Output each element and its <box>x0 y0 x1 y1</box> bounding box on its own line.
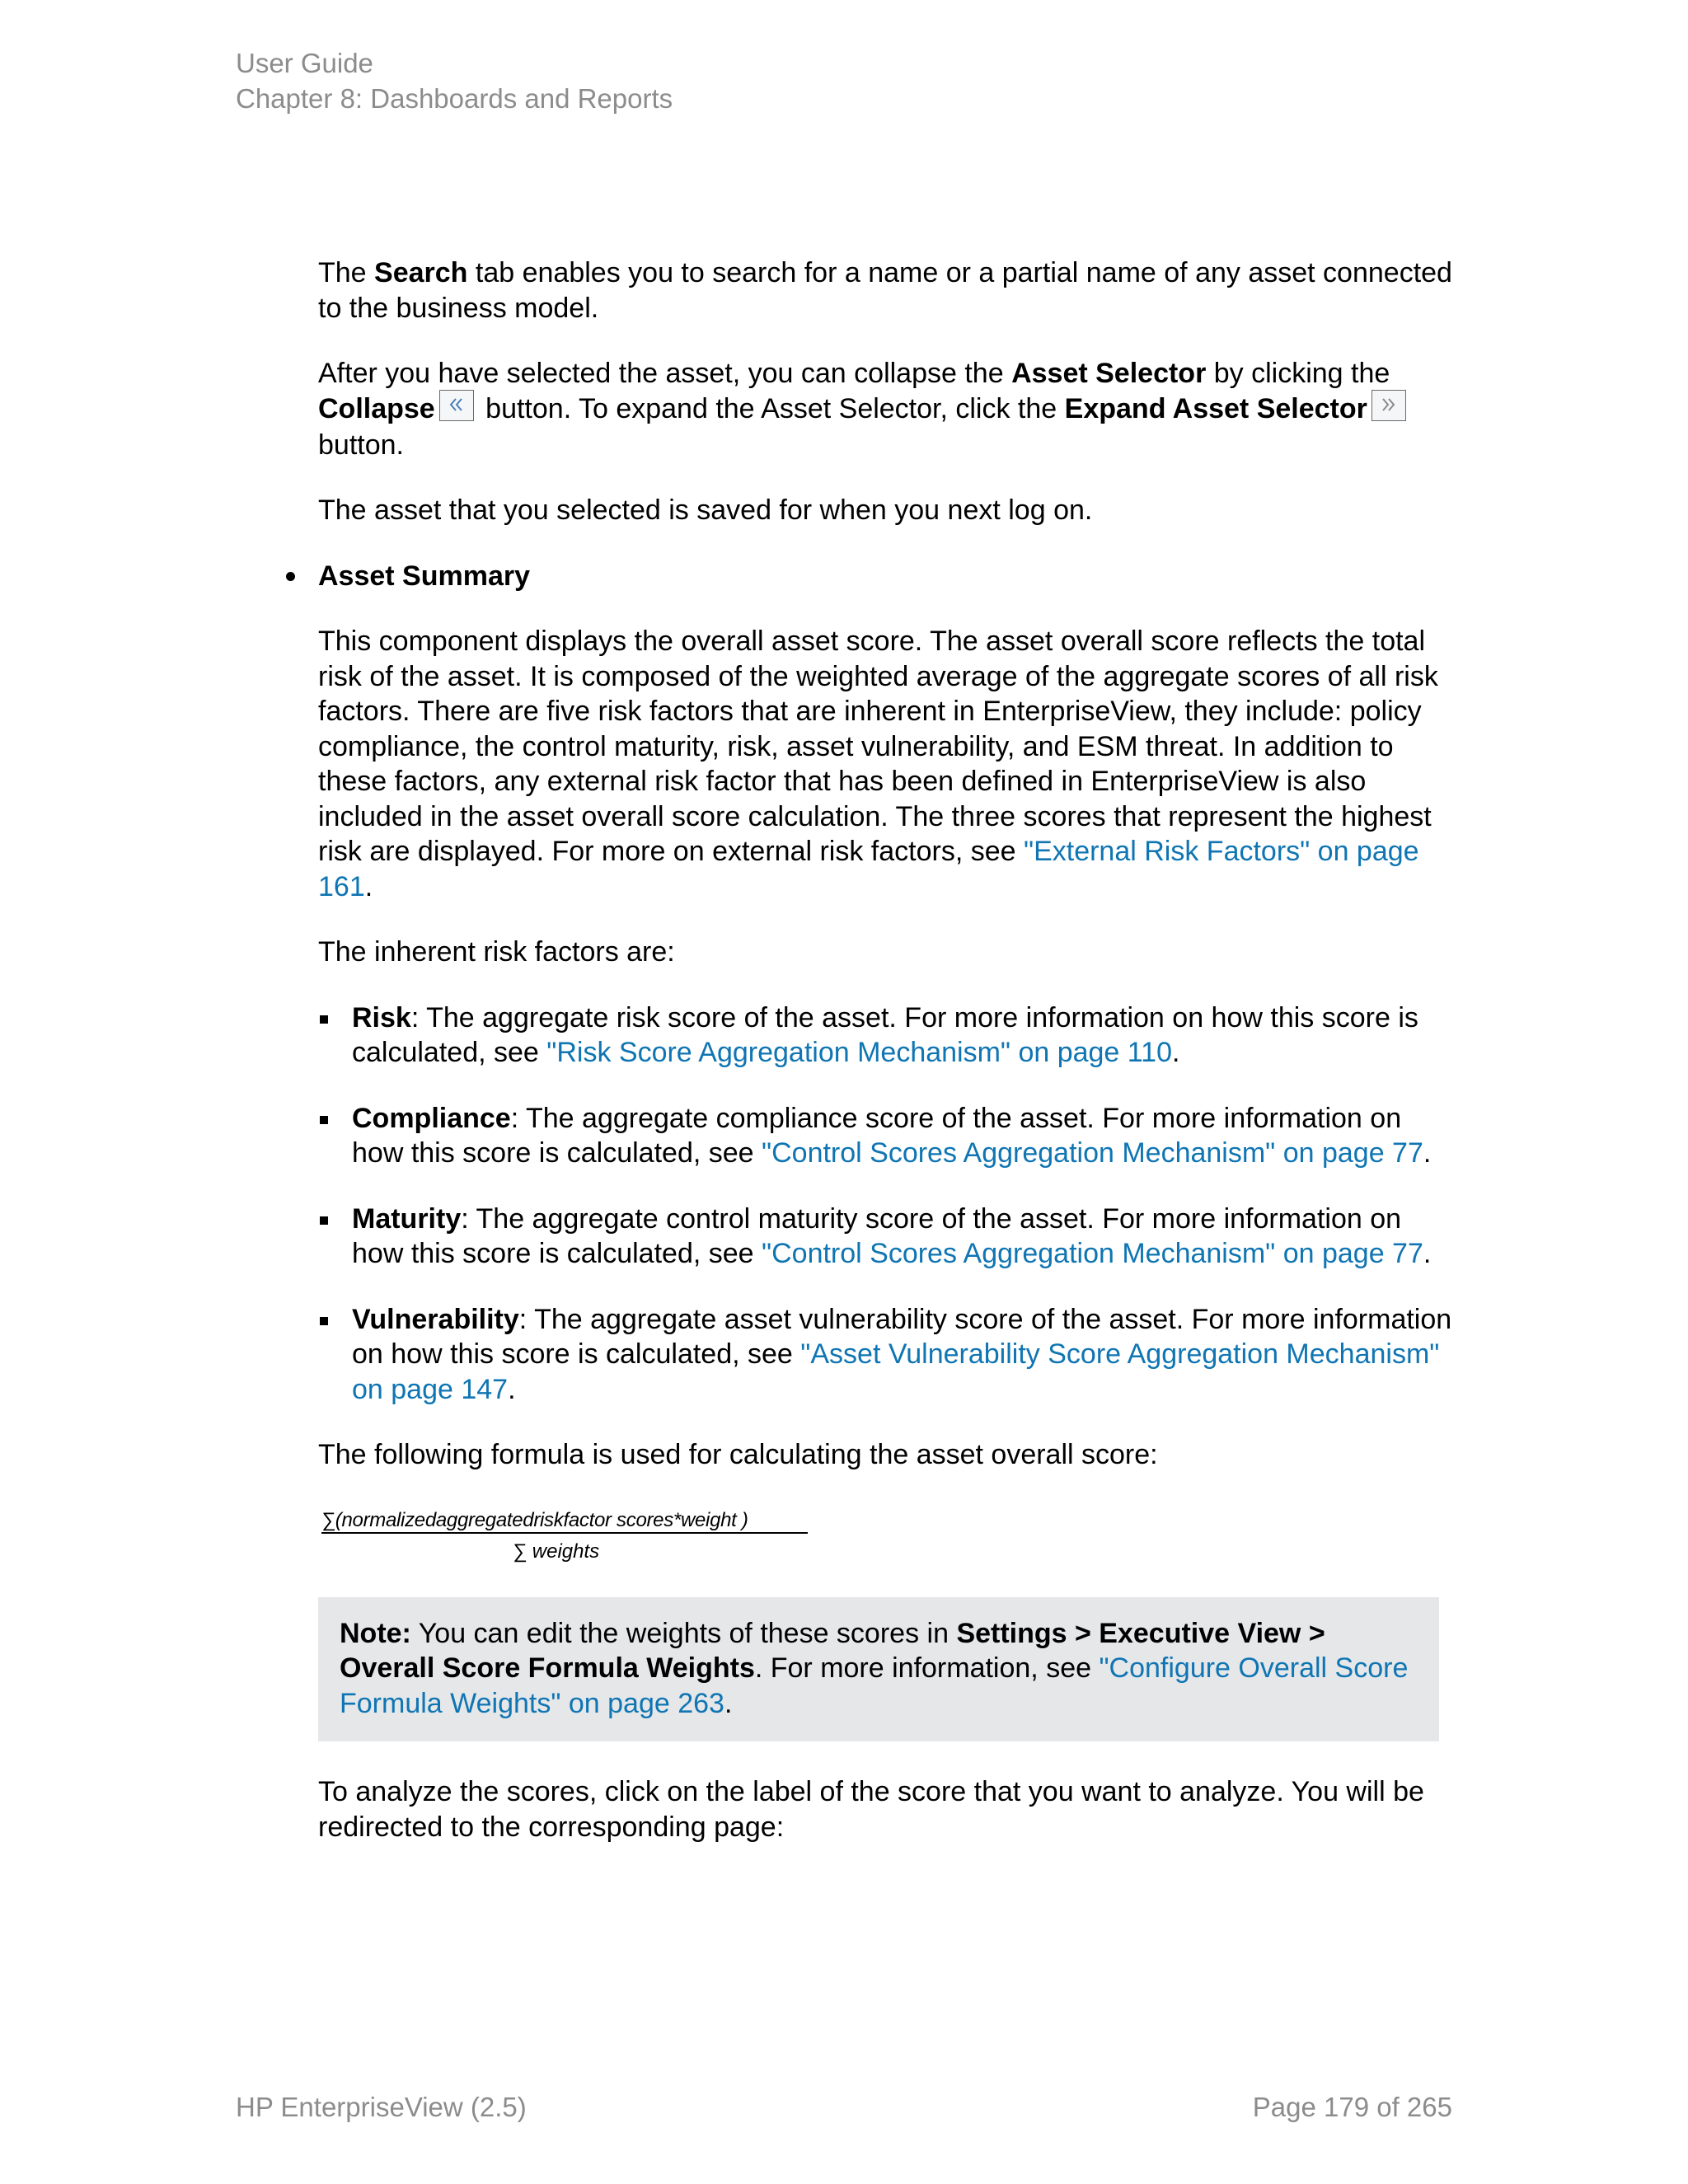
double-chevron-left-icon <box>439 390 474 421</box>
asset-summary-paragraph: This component displays the overall asset score. The asset overall score reflects the total risk of the asset. It is composed of the weighted average of the aggregate scores of all risk factors. There are five risk factors that are inherent in EnterpriseView, they include: policy compliance, the control maturity, risk, asset vulnerability, and ESM threat. In addition to these factors, any external risk factor that has been defined in EnterpriseView is also included in the asset overall score calculation. The three scores that represent the highest risk are displayed. For more on external risk factors, see "External Risk Factors" on page 161. <box>318 626 1438 902</box>
header-guide-title: User Guide <box>236 48 373 78</box>
factor-item-compliance: Compliance: The aggregate compliance score of the asset. For more information on how this score is calculated, see "Control Scores Aggregation Mechanism" on page 77. <box>318 1101 1456 1171</box>
main-content <box>318 255 1456 1875</box>
factor-item-vulnerability: Vulnerability: The aggregate asset vulnerability score of the asset. For more information on how this score is calculated, see "Asset Vulnerability Score Aggregation Mechanism" on page 147. <box>318 1302 1456 1408</box>
overall-score-formula <box>318 1503 1456 1563</box>
formula-denominator: ∑ weights <box>513 1540 600 1563</box>
footer-page-number: Page 179 of 265 <box>1252 2092 1452 2122</box>
formula-fraction-bar <box>321 1532 808 1534</box>
note-box: Note: You can edit the weights of these scores in Settings > Executive View > Overall Score Formula Weights. For more information, see "Configure Overall Score Formula Weights" on page 263. <box>318 1597 1439 1742</box>
square-bullet <box>320 1317 328 1325</box>
header-chapter-title: Chapter 8: Dashboards and Reports <box>236 83 673 114</box>
square-bullet <box>320 1116 328 1124</box>
configure-weights-link[interactable]: "Configure Overall Score Formula Weights" on page 263 <box>340 1652 1409 1719</box>
factor-item-risk: Risk: The aggregate risk score of the asset. For more information on how this score is calculated, see "Risk Score Aggregation Mechanism" on page 110. <box>318 1001 1456 1071</box>
page-header <box>236 45 673 116</box>
external-risk-factors-link[interactable]: "External Risk Factors" on page 161 <box>318 836 1419 902</box>
asset-summary-bullet <box>318 559 1456 594</box>
saved-asset-paragraph: The asset that you selected is saved for when you next log on. <box>318 494 1093 527</box>
note-label: Note: <box>340 1617 411 1649</box>
inherent-factors-intro: The inherent risk factors are: <box>318 936 675 968</box>
search-tab-paragraph: The Search tab enables you to search for a name or a partial name of any asset connected to the business model. <box>318 257 1452 324</box>
settings-path: Settings > Executive View > Overall Score Formula Weights <box>340 1617 1325 1685</box>
search-term: Search <box>374 257 468 288</box>
bullet-dot <box>286 572 295 581</box>
collapse-paragraph: After you have selected the asset, you can collapse the Asset Selector by clicking the Collapse button. To expand the Asset Selector, click the Expand Asset Selector button. <box>318 356 1456 462</box>
double-chevron-right-icon <box>1372 390 1406 421</box>
asset-vulnerability-aggregation-link[interactable]: "Asset Vulnerability Score Aggregation Mechanism" on page 147 <box>352 1338 1440 1405</box>
formula-numerator: ∑(normalizedaggregatedriskfactor scores*weight ) <box>321 1508 748 1531</box>
factor-item-maturity: Maturity: The aggregate control maturity score of the asset. For more information on how this score is calculated, see "Control Scores Aggregation Mechanism" on page 77. <box>318 1202 1456 1272</box>
closing-paragraph: To analyze the scores, click on the label of the score that you want to analyze. You will be redirected to the corresponding page: <box>318 1776 1424 1843</box>
control-scores-aggregation-link[interactable]: "Control Scores Aggregation Mechanism" on page 77 <box>762 1238 1423 1270</box>
formula-intro: The following formula is used for calculating the asset overall score: <box>318 1439 1158 1471</box>
square-bullet <box>320 1216 328 1225</box>
asset-summary-title: Asset Summary <box>318 560 531 592</box>
control-scores-aggregation-link[interactable]: "Control Scores Aggregation Mechanism" on page 77 <box>762 1137 1423 1169</box>
footer-product: HP EnterpriseView (2.5) <box>236 2092 527 2122</box>
square-bullet <box>320 1015 328 1024</box>
risk-score-aggregation-link[interactable]: "Risk Score Aggregation Mechanism" on page 110 <box>546 1037 1172 1069</box>
